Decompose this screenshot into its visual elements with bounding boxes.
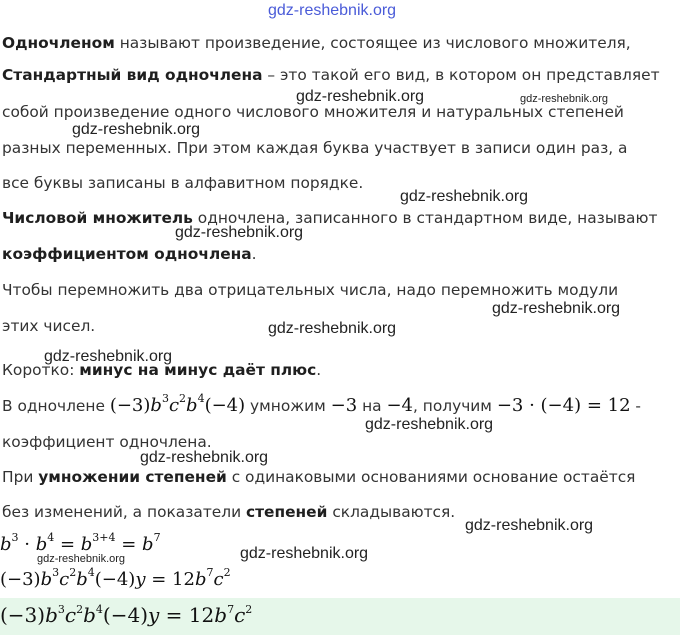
watermark: gdz-reshebnik.org — [296, 88, 425, 105]
text-line: все буквы записаны в алфавитном порядке. — [2, 174, 364, 192]
watermark: gdz-reshebnik.org — [465, 517, 594, 534]
formula-answer: $(-3)b^3c^2b^4(-4)y = 12b^7c^2$ — [0, 603, 253, 627]
text-line: коэффициентом одночлена. — [2, 245, 257, 263]
math-monomial: $(-3)b^3c^2b^4(-4)$ — [109, 392, 246, 416]
definition-coefficient: Числовой множитель одночлена, записанного в стандартном виде, называют — [2, 209, 658, 227]
term-monomial: Одночленом — [2, 34, 115, 52]
text-line: коэффициент одночлена. — [2, 433, 212, 451]
text-line: Чтобы перемножить два отрицательных числа, надо перемножить модули — [2, 281, 619, 299]
watermark: gdz-reshebnik.org — [175, 224, 304, 241]
watermark: gdz-reshebnik.org — [268, 320, 397, 337]
short-rule: Коротко: минус на минус даёт плюс. — [2, 361, 322, 379]
text-line: разных переменных. При этом каждая буква участвует в записи один раз, а — [2, 139, 628, 157]
watermark: gdz-reshebnik.org — [72, 121, 201, 138]
term-numeric-factor: Числовой множитель — [2, 209, 193, 227]
term-standard-form: Стандартный вид одночлена — [2, 66, 263, 84]
watermark: gdz-reshebnik.org — [365, 416, 494, 433]
example-line: В одночлене $(-3)b^3c^2b^4(-4)$ умножим −3 на −4, получим −3 · (−4) = 12 - — [2, 392, 641, 416]
formula-powers: $b^3 \cdot b^4 = b^{3+4} = b^7$ — [0, 531, 161, 555]
text-line: этих чисел. — [2, 317, 96, 335]
formula-solution: $(-3)b^3c^2b^4(-4)y = 12b^7c^2$ — [0, 566, 231, 590]
math-minus4: −4 — [386, 395, 413, 416]
watermark-top: gdz-reshebnik.org — [268, 2, 397, 19]
watermark: gdz-reshebnik.org — [400, 188, 529, 205]
powers-rule: При умножении степеней с одинаковыми основаниями основание остаётся — [2, 468, 636, 486]
powers-rule-line2: без изменений, а показатели степеней складываются. — [2, 503, 456, 521]
definition-standard-form: Стандартный вид одночлена – это такой его вид, в котором он представляет — [2, 66, 660, 84]
watermark: gdz-reshebnik.org — [140, 449, 269, 466]
text-line: собой произведение одного числового множителя и натуральных степеней — [2, 103, 624, 121]
watermark: gdz-reshebnik.org — [240, 545, 369, 562]
term-coefficient: коэффициентом одночлена — [2, 245, 252, 263]
watermark: gdz-reshebnik.org — [520, 93, 609, 105]
watermark: gdz-reshebnik.org — [492, 300, 621, 317]
math-minus3: −3 — [330, 395, 358, 416]
watermark: gdz-reshebnik.org — [44, 348, 173, 365]
watermark: gdz-reshebnik.org — [37, 553, 126, 565]
math-product: −3 · (−4) = 12 — [496, 395, 631, 416]
definition-monomial: Одночленом называют произведение, состоящее из числового множителя, — [2, 34, 631, 52]
